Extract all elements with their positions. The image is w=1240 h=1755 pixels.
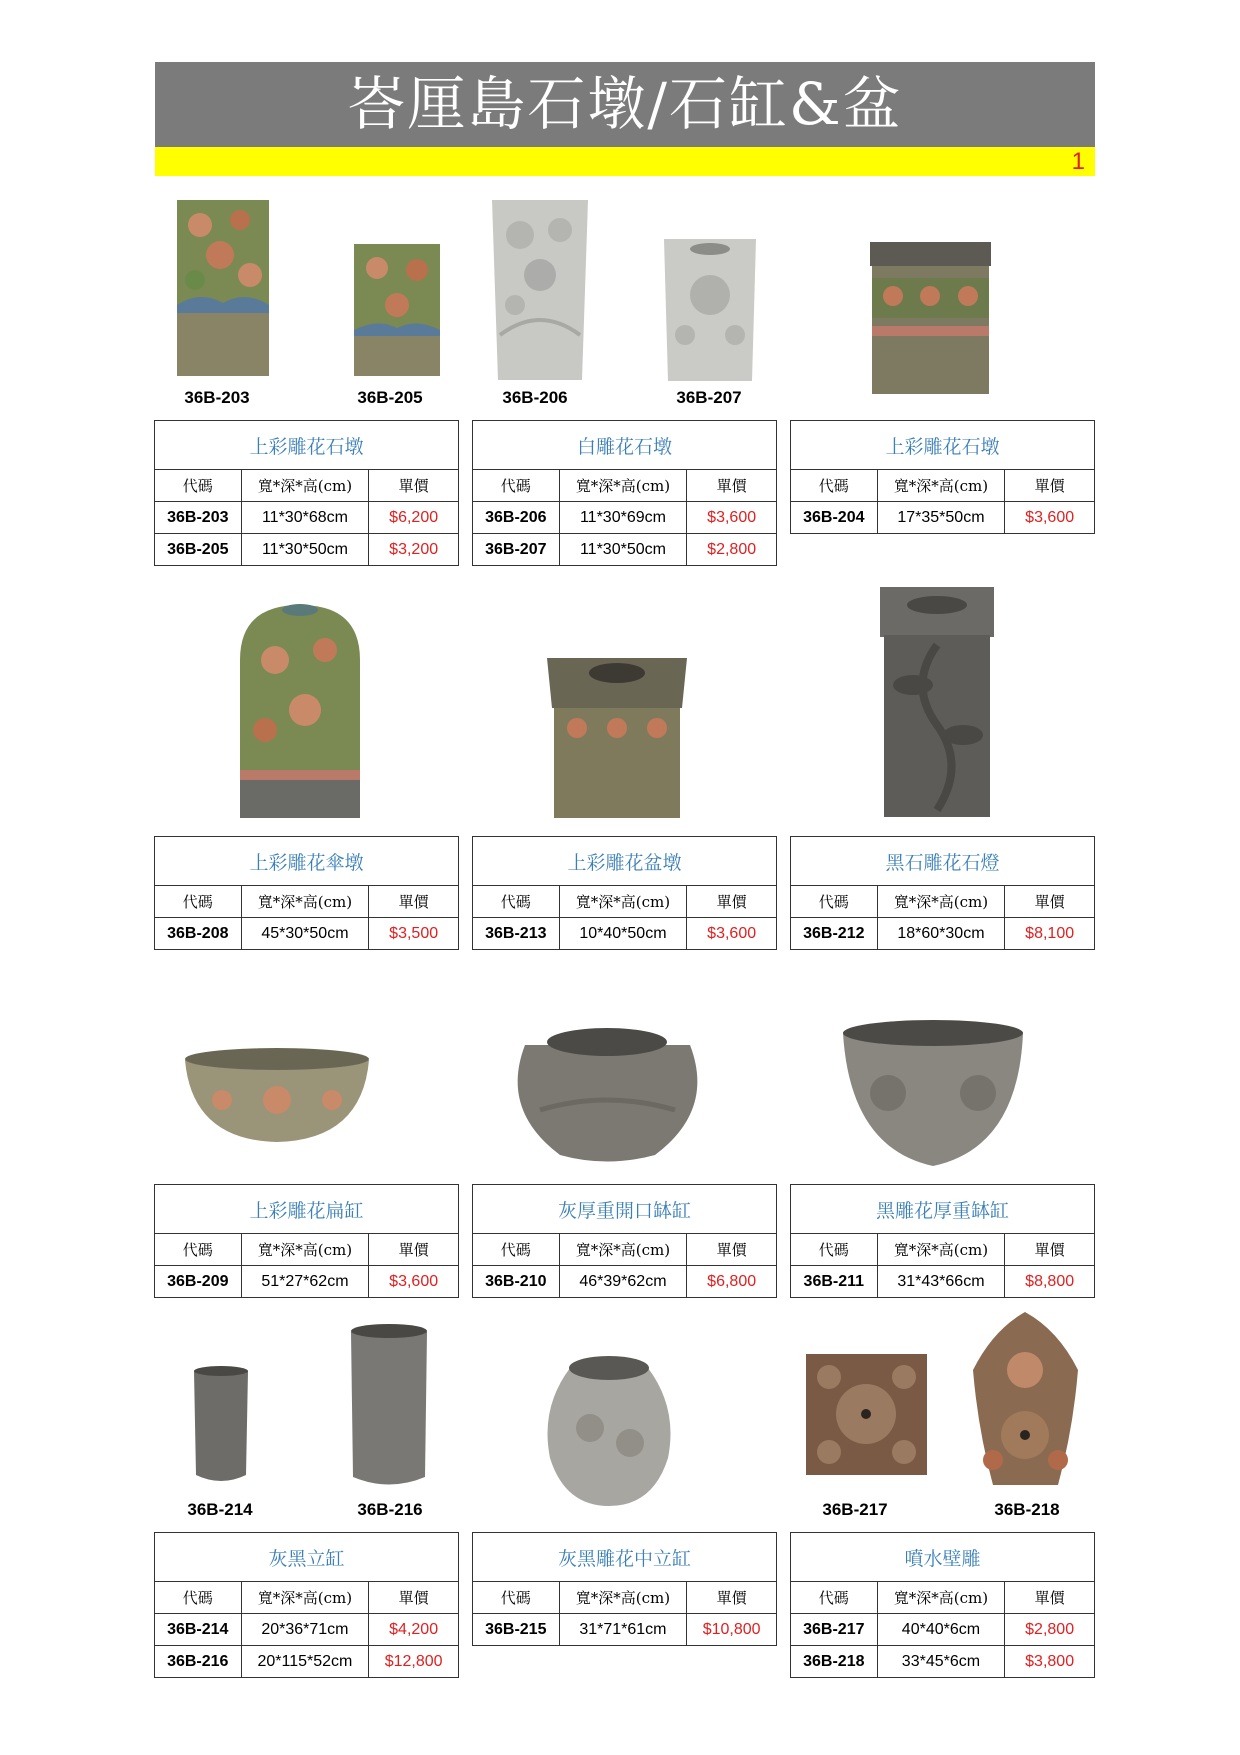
- product-image-36b-210: [510, 1020, 705, 1165]
- col-price: 單價: [687, 1582, 777, 1614]
- spec-table: [154, 1532, 459, 1678]
- product-code: 36B-217: [791, 1614, 878, 1646]
- title-banner: [155, 62, 1095, 147]
- product-image-36b-206: [490, 195, 590, 385]
- product-image-36b-204: [868, 238, 993, 398]
- table-row: [155, 918, 459, 950]
- product-code: 36B-214: [155, 1614, 242, 1646]
- product-size: 11*30*69cm: [559, 502, 687, 534]
- product-code: 36B-203: [155, 502, 242, 534]
- spec-table: [790, 836, 1095, 950]
- table-row: [155, 1614, 459, 1646]
- col-price: 單價: [687, 1234, 777, 1266]
- table-row: [473, 502, 777, 534]
- col-code: 代碼: [155, 1582, 242, 1614]
- col-size: 寬*深*高(cm): [559, 1234, 687, 1266]
- col-price: 單價: [369, 1582, 459, 1614]
- code-label-36b-205: 36B-205: [357, 388, 423, 407]
- table-row: [155, 1266, 459, 1298]
- table-row: [473, 534, 777, 566]
- product-price: $2,800: [687, 534, 777, 566]
- product-size: 20*115*52cm: [241, 1646, 369, 1678]
- yellow-strip: [155, 147, 1095, 176]
- product-size: 18*60*30cm: [877, 918, 1005, 950]
- product-image-36b-213: [542, 648, 692, 823]
- col-size: 寬*深*高(cm): [877, 470, 1005, 502]
- product-size: 46*39*62cm: [559, 1266, 687, 1298]
- table-row: [791, 1646, 1095, 1678]
- page-title: 峇厘島石墩/石缸&盆: [347, 70, 903, 138]
- col-size: 寬*深*高(cm): [559, 1582, 687, 1614]
- table-row: [155, 534, 459, 566]
- product-image-36b-208: [235, 600, 365, 820]
- product-code: 36B-218: [791, 1646, 878, 1678]
- col-price: 單價: [1005, 886, 1095, 918]
- col-code: 代碼: [473, 1234, 560, 1266]
- product-price: $3,600: [1005, 502, 1095, 534]
- product-image-36b-216: [345, 1322, 433, 1492]
- col-size: 寬*深*高(cm): [559, 886, 687, 918]
- col-price: 單價: [687, 470, 777, 502]
- table-title: 上彩雕花盆墩: [473, 837, 777, 886]
- product-size: 33*45*6cm: [877, 1646, 1005, 1678]
- col-price: 單價: [1005, 1582, 1095, 1614]
- product-code: 36B-213: [473, 918, 560, 950]
- table-title: 上彩雕花石墩: [155, 421, 459, 470]
- spec-table: [154, 1184, 459, 1298]
- spec-table: [790, 1184, 1095, 1298]
- product-size: 11*30*50cm: [241, 534, 369, 566]
- table-title: 上彩雕花石墩: [791, 421, 1095, 470]
- col-code: 代碼: [791, 886, 878, 918]
- table-title: 上彩雕花扁缸: [155, 1185, 459, 1234]
- col-code: 代碼: [791, 1234, 878, 1266]
- code-label-36b-216: 36B-216: [357, 1500, 423, 1519]
- col-price: 單價: [1005, 1234, 1095, 1266]
- table-title: 上彩雕花傘墩: [155, 837, 459, 886]
- code-label-36b-206: 36B-206: [502, 388, 568, 407]
- col-size: 寬*深*高(cm): [877, 1582, 1005, 1614]
- code-label-36b-207: 36B-207: [676, 388, 742, 407]
- col-size: 寬*深*高(cm): [241, 886, 369, 918]
- product-price: $4,200: [369, 1614, 459, 1646]
- product-price: $6,800: [687, 1266, 777, 1298]
- product-price: $12,800: [369, 1646, 459, 1678]
- product-size: 10*40*50cm: [559, 918, 687, 950]
- spec-table: [472, 836, 777, 950]
- product-size: 20*36*71cm: [241, 1614, 369, 1646]
- spec-table: [472, 1184, 777, 1298]
- col-price: 單價: [369, 886, 459, 918]
- col-price: 單價: [687, 886, 777, 918]
- product-size: 11*30*50cm: [559, 534, 687, 566]
- product-price: $2,800: [1005, 1614, 1095, 1646]
- product-price: $8,100: [1005, 918, 1095, 950]
- code-label-36b-214: 36B-214: [187, 1500, 253, 1519]
- product-size: 45*30*50cm: [241, 918, 369, 950]
- product-image-36b-214: [190, 1365, 252, 1487]
- product-code: 36B-216: [155, 1646, 242, 1678]
- col-code: 代碼: [155, 470, 242, 502]
- col-size: 寬*深*高(cm): [559, 470, 687, 502]
- col-code: 代碼: [791, 1582, 878, 1614]
- table-title: 灰黑立缸: [155, 1533, 459, 1582]
- product-price: $10,800: [687, 1614, 777, 1646]
- product-price: $8,800: [1005, 1266, 1095, 1298]
- col-size: 寬*深*高(cm): [241, 1582, 369, 1614]
- product-image-36b-218: [968, 1310, 1083, 1490]
- product-image-36b-215: [540, 1348, 678, 1508]
- product-image-36b-203: [175, 195, 275, 380]
- spec-table: [472, 1532, 777, 1646]
- spec-table: [154, 836, 459, 950]
- col-code: 代碼: [155, 1234, 242, 1266]
- table-row: [791, 1614, 1095, 1646]
- product-price: $3,500: [369, 918, 459, 950]
- code-label-36b-218: 36B-218: [994, 1500, 1060, 1519]
- product-image-36b-212: [878, 585, 996, 820]
- product-price: $3,800: [1005, 1646, 1095, 1678]
- table-title: 黑石雕花石燈: [791, 837, 1095, 886]
- table-title: 灰黑雕花中立缸: [473, 1533, 777, 1582]
- product-image-36b-217: [804, 1352, 929, 1477]
- table-title: 噴水壁雕: [791, 1533, 1095, 1582]
- col-price: 單價: [369, 1234, 459, 1266]
- table-row: [155, 502, 459, 534]
- product-code: 36B-204: [791, 502, 878, 534]
- product-code: 36B-210: [473, 1266, 560, 1298]
- table-row: [473, 1614, 777, 1646]
- page-number: 1: [1071, 148, 1085, 175]
- product-size: 17*35*50cm: [877, 502, 1005, 534]
- product-size: 40*40*6cm: [877, 1614, 1005, 1646]
- spec-table: [790, 1532, 1095, 1678]
- spec-table: [472, 420, 777, 566]
- product-size: 11*30*68cm: [241, 502, 369, 534]
- table-row: [155, 1646, 459, 1678]
- product-size: 31*71*61cm: [559, 1614, 687, 1646]
- table-row: [791, 1266, 1095, 1298]
- spec-table: [790, 420, 1095, 534]
- product-image-36b-209: [182, 1045, 372, 1145]
- product-code: 36B-209: [155, 1266, 242, 1298]
- product-code: 36B-211: [791, 1266, 878, 1298]
- spec-table: [154, 420, 459, 566]
- product-code: 36B-205: [155, 534, 242, 566]
- col-price: 單價: [369, 470, 459, 502]
- product-price: $6,200: [369, 502, 459, 534]
- product-code: 36B-215: [473, 1614, 560, 1646]
- table-title: 白雕花石墩: [473, 421, 777, 470]
- product-price: $3,600: [369, 1266, 459, 1298]
- col-size: 寬*深*高(cm): [877, 1234, 1005, 1266]
- product-code: 36B-206: [473, 502, 560, 534]
- col-size: 寬*深*高(cm): [241, 470, 369, 502]
- col-size: 寬*深*高(cm): [241, 1234, 369, 1266]
- code-label-36b-217: 36B-217: [822, 1500, 888, 1519]
- col-code: 代碼: [155, 886, 242, 918]
- table-row: [473, 1266, 777, 1298]
- product-code: 36B-208: [155, 918, 242, 950]
- col-code: 代碼: [473, 470, 560, 502]
- product-image-36b-207: [660, 235, 760, 385]
- product-image-36b-211: [838, 1018, 1028, 1168]
- col-size: 寬*深*高(cm): [877, 886, 1005, 918]
- col-code: 代碼: [473, 1582, 560, 1614]
- product-image-36b-205: [352, 240, 444, 380]
- table-row: [473, 918, 777, 950]
- product-size: 51*27*62cm: [241, 1266, 369, 1298]
- product-code: 36B-212: [791, 918, 878, 950]
- col-code: 代碼: [473, 886, 560, 918]
- col-code: 代碼: [791, 470, 878, 502]
- product-price: $3,600: [687, 918, 777, 950]
- product-size: 31*43*66cm: [877, 1266, 1005, 1298]
- table-row: [791, 502, 1095, 534]
- table-title: 灰厚重開口缽缸: [473, 1185, 777, 1234]
- col-price: 單價: [1005, 470, 1095, 502]
- product-price: $3,600: [687, 502, 777, 534]
- product-price: $3,200: [369, 534, 459, 566]
- table-row: [791, 918, 1095, 950]
- table-title: 黑雕花厚重缽缸: [791, 1185, 1095, 1234]
- product-code: 36B-207: [473, 534, 560, 566]
- code-label-36b-203: 36B-203: [184, 388, 250, 407]
